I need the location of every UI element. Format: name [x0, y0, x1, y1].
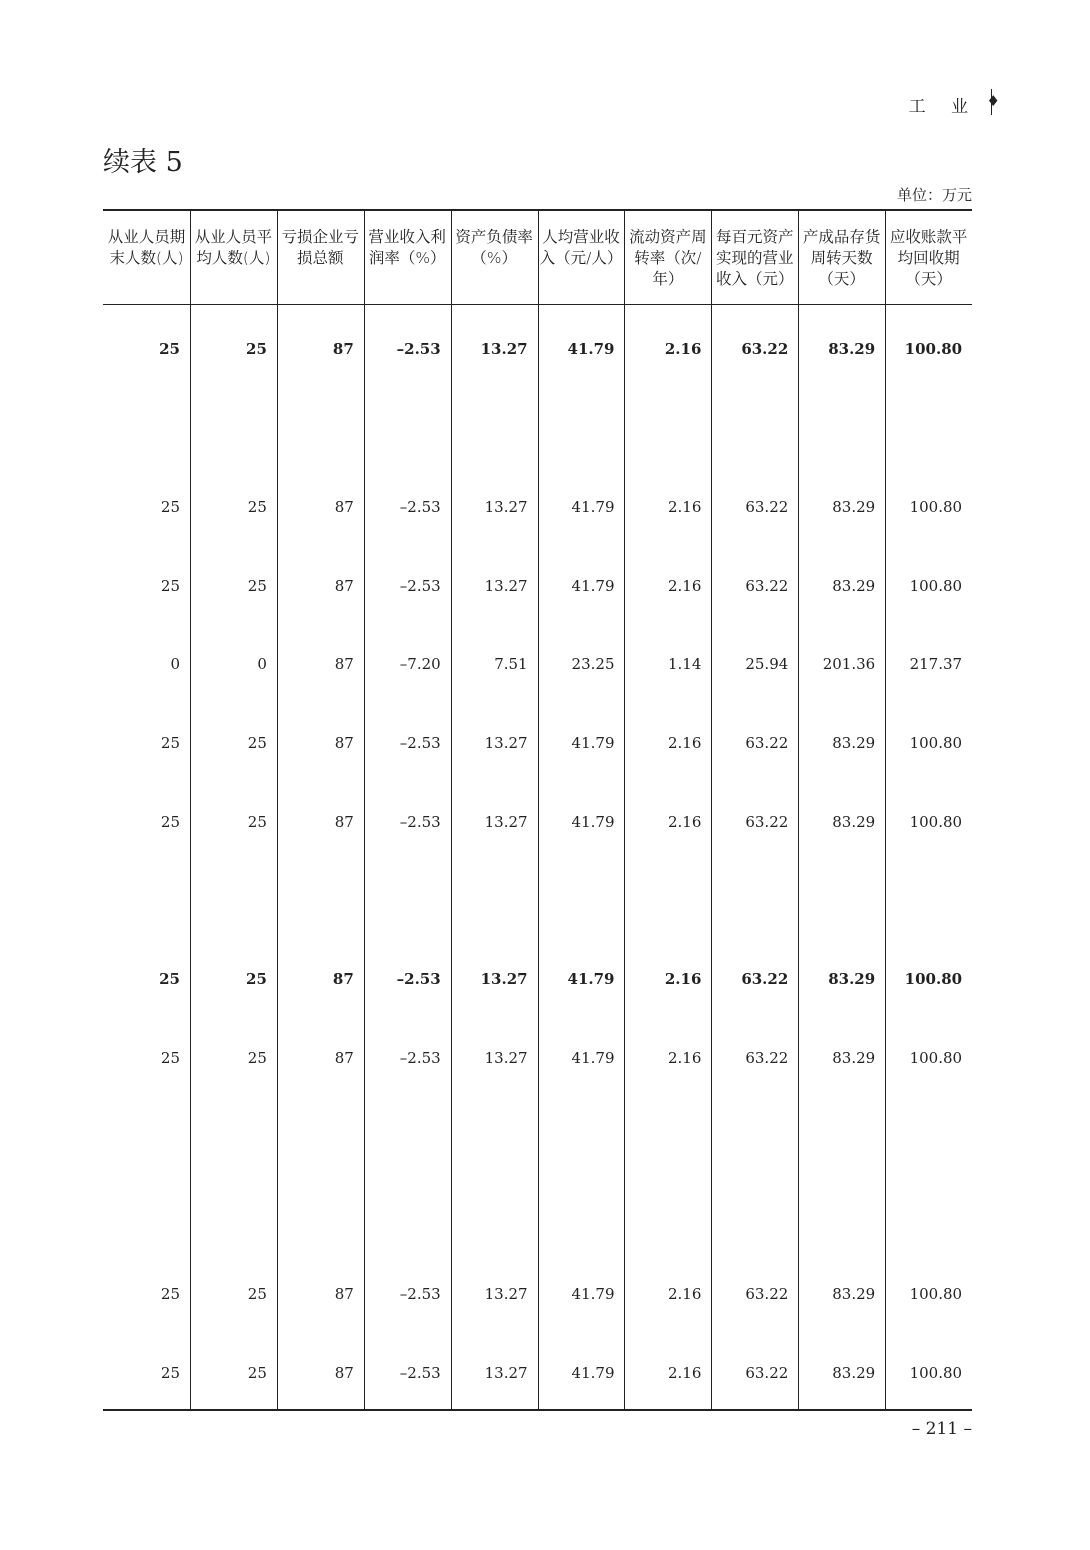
table-cell: 13.27	[484, 1049, 528, 1067]
table-cell: –7.20	[399, 655, 441, 673]
column-header: 从业人员期末人数(人)	[107, 228, 186, 267]
table-cell: 63.22	[745, 577, 789, 595]
table-row	[103, 495, 972, 519]
table-row	[103, 337, 972, 361]
column-header: 产成品存货周转天数（天）	[802, 228, 881, 288]
table-cell: 2.16	[667, 734, 702, 752]
table-cell: 25	[160, 1285, 180, 1303]
table-cell: 100.80	[909, 498, 963, 516]
table-cell: 100.80	[904, 970, 963, 988]
table-cell: 100.80	[909, 1364, 963, 1382]
table-cell: 87	[334, 655, 354, 673]
table-cell: 41.79	[571, 734, 615, 752]
table-cell: 2.16	[667, 813, 702, 831]
table-cell: 201.36	[822, 655, 876, 673]
table-cell: 63.22	[745, 1049, 789, 1067]
table-cell: –2.53	[399, 1049, 441, 1067]
table-cell: 25	[160, 498, 180, 516]
table-cell: –2.53	[399, 1364, 441, 1382]
table-row	[103, 1282, 972, 1306]
table-cell: 0	[257, 655, 267, 673]
column-header: 从业人员平均人数(人)	[194, 228, 273, 267]
table-cell: 41.79	[571, 1049, 615, 1067]
table-cell: 25	[160, 813, 180, 831]
table-cell: 13.27	[480, 970, 528, 988]
table-cell: 63.22	[745, 1364, 789, 1382]
table-cell: 63.22	[745, 498, 789, 516]
table-cell: 23.25	[571, 655, 615, 673]
table-cell: 13.27	[484, 1285, 528, 1303]
table-cell: 87	[334, 498, 354, 516]
table-cell: –2.53	[396, 340, 441, 358]
table-cell: 25	[159, 340, 180, 358]
table-cell: 41.79	[571, 813, 615, 831]
table-row	[103, 652, 972, 676]
table-cell: 41.79	[571, 498, 615, 516]
table-cell: 100.80	[909, 813, 963, 831]
table-cell: 7.51	[494, 655, 528, 673]
table-cell: 41.79	[567, 340, 615, 358]
table-cell: 13.27	[484, 1364, 528, 1382]
unit-label: 单位：万元	[896, 186, 972, 204]
table-cell: 63.22	[745, 813, 789, 831]
table-cell: 41.79	[571, 1285, 615, 1303]
table-cell: 25	[247, 577, 267, 595]
table-cell: 100.80	[904, 340, 963, 358]
column-header: 营业收入利润率（%）	[368, 228, 446, 267]
table-cell: –2.53	[399, 1285, 441, 1303]
table-cell: 2.16	[664, 340, 702, 358]
table-cell: 25	[160, 1049, 180, 1067]
table-cell: –2.53	[396, 970, 441, 988]
table-cell: 25	[247, 1049, 267, 1067]
table-cell: 63.22	[745, 1285, 789, 1303]
table-cell: 100.80	[909, 577, 963, 595]
page-number: – 211 –	[911, 1419, 972, 1439]
table-cell: 13.27	[484, 577, 528, 595]
table-cell: 25	[247, 813, 267, 831]
table-cell: 25	[246, 340, 267, 358]
table-cell: 2.16	[664, 970, 702, 988]
table-cell: 0	[170, 655, 180, 673]
table-cell: 87	[332, 340, 354, 358]
table-cell: 25	[247, 734, 267, 752]
table-cell: 13.27	[480, 340, 528, 358]
table-cell: 83.29	[828, 340, 876, 358]
table-cell: 87	[334, 1049, 354, 1067]
table-cell: 25	[247, 1285, 267, 1303]
table-cell: 25.94	[745, 655, 789, 673]
table-cell: –2.53	[399, 577, 441, 595]
table-cell: 83.29	[832, 734, 876, 752]
table-cell: 83.29	[832, 813, 876, 831]
table-cell: 13.27	[484, 734, 528, 752]
table-cell: 83.29	[828, 970, 876, 988]
table-cell: 63.22	[741, 970, 789, 988]
table-cell: 2.16	[667, 1049, 702, 1067]
running-head-text: 工 业	[908, 97, 978, 117]
table-cell: 87	[334, 577, 354, 595]
table-cell: 217.37	[909, 655, 963, 673]
table-cell: 13.27	[484, 498, 528, 516]
table-cell: 83.29	[832, 1364, 876, 1382]
table-cell: 41.79	[571, 577, 615, 595]
table-cell: –2.53	[399, 734, 441, 752]
table-cell: 2.16	[667, 498, 702, 516]
table-row	[103, 810, 972, 834]
table-row	[103, 1046, 972, 1070]
table-cell: 63.22	[741, 340, 789, 358]
table-cell: 100.80	[909, 734, 963, 752]
table-cell: 2.16	[667, 1285, 702, 1303]
table-cell: 41.79	[567, 970, 615, 988]
diamond-icon: ♦	[986, 92, 1000, 110]
table-cell: 25	[247, 1364, 267, 1382]
data-table	[103, 209, 972, 1411]
column-header: 亏损企业亏损总额	[281, 228, 360, 267]
table-cell: 83.29	[832, 577, 876, 595]
column-header: 流动资产周转率（次/年）	[629, 228, 707, 288]
table-cell: –2.53	[399, 813, 441, 831]
table-row	[103, 574, 972, 598]
table-cell: 100.80	[909, 1285, 963, 1303]
table-cell: 1.14	[667, 655, 702, 673]
column-header: 资产负债率（%）	[455, 228, 533, 267]
column-header: 人均营业收入（元/人）	[539, 228, 623, 267]
table-cell: –2.53	[399, 498, 441, 516]
table-cell: 87	[334, 1285, 354, 1303]
table-cell: 13.27	[484, 813, 528, 831]
table-cell: 87	[334, 813, 354, 831]
table-cell: 87	[332, 970, 354, 988]
table-cell: 83.29	[832, 1285, 876, 1303]
table-row	[103, 1361, 972, 1385]
table-cell: 41.79	[571, 1364, 615, 1382]
table-cell: 25	[159, 970, 180, 988]
table-cell: 25	[160, 734, 180, 752]
table-title: 续表 5	[103, 147, 183, 178]
table-cell: 25	[160, 577, 180, 595]
column-header: 每百元资产实现的营业收入（元）	[716, 228, 794, 288]
table-cell: 83.29	[832, 1049, 876, 1067]
table-cell: 25	[246, 970, 267, 988]
table-row	[103, 967, 972, 991]
table-cell: 87	[334, 734, 354, 752]
table-cell: 25	[247, 498, 267, 516]
table-cell: 2.16	[667, 577, 702, 595]
column-header: 应收账款平均回收期（天）	[889, 228, 968, 288]
table-cell: 87	[334, 1364, 354, 1382]
running-head	[908, 92, 1000, 117]
table-cell: 25	[160, 1364, 180, 1382]
table-cell: 83.29	[832, 498, 876, 516]
table-row	[103, 731, 972, 755]
table-cell: 2.16	[667, 1364, 702, 1382]
table-cell: 100.80	[909, 1049, 963, 1067]
table-cell: 63.22	[745, 734, 789, 752]
